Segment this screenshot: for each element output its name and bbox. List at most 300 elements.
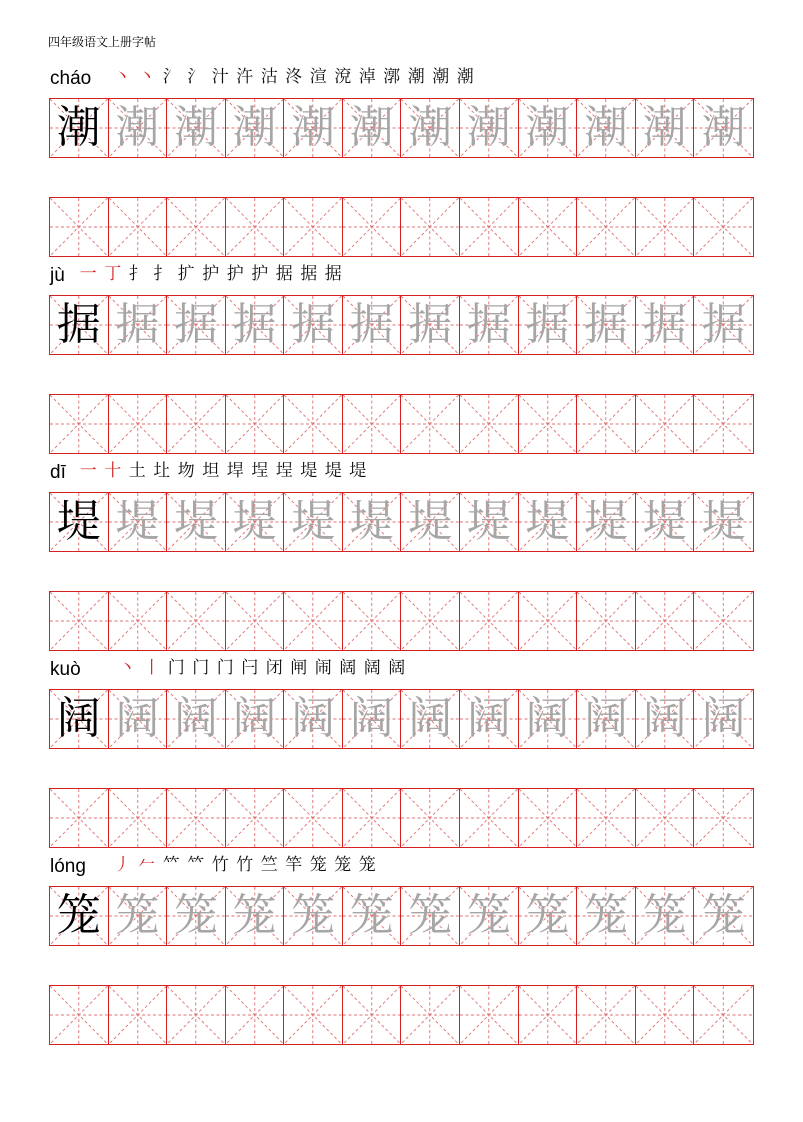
stroke-step: 护 xyxy=(226,264,244,284)
stroke-step: 门 xyxy=(192,658,210,678)
guide-lines xyxy=(50,592,108,650)
guide-lines xyxy=(519,592,577,650)
trace-character: 据 xyxy=(525,299,570,350)
practice-cell xyxy=(226,690,285,748)
trace-character: 阔 xyxy=(525,693,570,744)
practice-cell xyxy=(284,493,343,551)
practice-cell[interactable] xyxy=(694,198,753,256)
trace-character: 堤 xyxy=(642,496,687,547)
pinyin-label: kuò xyxy=(50,659,81,680)
stroke-step: 十 xyxy=(104,461,122,481)
guide-lines xyxy=(167,198,225,256)
stroke-order xyxy=(115,657,409,679)
practice-cell[interactable] xyxy=(577,395,636,453)
stroke-step: 渷 xyxy=(334,67,352,87)
practice-cell xyxy=(519,99,578,157)
stroke-step: 笼 xyxy=(334,855,352,875)
guide-lines xyxy=(50,395,108,453)
stroke-step: 丁 xyxy=(104,264,122,284)
guide-lines xyxy=(284,592,342,650)
guide-lines xyxy=(284,986,342,1044)
trace-row xyxy=(49,295,754,355)
trace-character: 阔 xyxy=(701,693,746,744)
trace-character: 笼 xyxy=(291,890,336,941)
practice-cell[interactable] xyxy=(284,395,343,453)
practice-cell xyxy=(50,99,109,157)
practice-cell xyxy=(343,296,402,354)
trace-character: 笼 xyxy=(349,890,394,941)
stroke-step: 潮 xyxy=(456,67,474,87)
practice-cell xyxy=(343,493,402,551)
trace-character: 潮 xyxy=(525,102,570,153)
stroke-order xyxy=(110,66,478,88)
trace-character: 据 xyxy=(701,299,746,350)
practice-cell[interactable] xyxy=(226,789,285,847)
blank-practice-row xyxy=(49,788,754,848)
stroke-step: 汻 xyxy=(236,67,254,87)
guide-lines xyxy=(636,789,694,847)
practice-cell xyxy=(694,690,753,748)
practice-cell[interactable] xyxy=(636,198,695,256)
guide-lines xyxy=(226,986,284,1044)
practice-cell xyxy=(577,493,636,551)
trace-character: 阔 xyxy=(466,693,511,744)
trace-character: 笼 xyxy=(466,890,511,941)
trace-character: 堤 xyxy=(525,496,570,547)
practice-cell xyxy=(343,887,402,945)
trace-row xyxy=(49,98,754,158)
practice-cell xyxy=(636,296,695,354)
trace-character: 堤 xyxy=(408,496,453,547)
guide-lines xyxy=(226,395,284,453)
practice-cell[interactable] xyxy=(167,198,226,256)
guide-lines xyxy=(460,395,518,453)
guide-lines xyxy=(284,198,342,256)
guide-lines xyxy=(460,789,518,847)
stroke-step: 门 xyxy=(216,658,234,678)
practice-cell xyxy=(460,296,519,354)
practice-cell[interactable] xyxy=(460,592,519,650)
guide-lines xyxy=(226,592,284,650)
practice-cell[interactable] xyxy=(50,592,109,650)
practice-cell[interactable] xyxy=(226,986,285,1044)
practice-cell[interactable] xyxy=(343,592,402,650)
stroke-step: 堤 xyxy=(324,461,342,481)
practice-cell xyxy=(460,493,519,551)
practice-cell[interactable] xyxy=(694,986,753,1044)
practice-cell xyxy=(519,690,578,748)
stroke-step: 淖 xyxy=(358,67,376,87)
practice-cell xyxy=(401,296,460,354)
trace-character: 堤 xyxy=(349,496,394,547)
trace-character: 阔 xyxy=(583,693,628,744)
guide-lines xyxy=(460,592,518,650)
practice-cell[interactable] xyxy=(50,395,109,453)
practice-cell xyxy=(577,99,636,157)
practice-cell xyxy=(519,296,578,354)
practice-cell xyxy=(226,99,285,157)
practice-cell[interactable] xyxy=(226,198,285,256)
trace-character: 笼 xyxy=(173,890,218,941)
practice-cell xyxy=(460,887,519,945)
stroke-step: 丶 xyxy=(138,67,156,87)
guide-lines xyxy=(167,592,225,650)
stroke-step: 护 xyxy=(202,264,220,284)
stroke-step: 阔 xyxy=(339,658,357,678)
stroke-step: 一 xyxy=(79,461,97,481)
trace-row xyxy=(49,689,754,749)
guide-lines xyxy=(636,198,694,256)
practice-cell[interactable] xyxy=(401,592,460,650)
model-character: 笼 xyxy=(56,890,101,941)
stroke-step: 沽 xyxy=(260,67,278,87)
practice-cell xyxy=(694,99,753,157)
trace-character: 潮 xyxy=(583,102,628,153)
stroke-step: 闭 xyxy=(265,658,283,678)
guide-lines xyxy=(577,789,635,847)
practice-cell[interactable] xyxy=(636,592,695,650)
practice-cell xyxy=(460,690,519,748)
practice-cell xyxy=(577,690,636,748)
practice-cell[interactable] xyxy=(343,986,402,1044)
stroke-step: 竺 xyxy=(260,855,278,875)
stroke-step: 扩 xyxy=(177,264,195,284)
trace-character: 潮 xyxy=(466,102,511,153)
guide-lines xyxy=(577,198,635,256)
practice-cell[interactable] xyxy=(577,986,636,1044)
practice-cell xyxy=(109,690,168,748)
trace-character: 阔 xyxy=(115,693,160,744)
page-title: 四年级语文上册字帖 xyxy=(48,35,157,49)
guide-lines xyxy=(50,789,108,847)
trace-character: 潮 xyxy=(115,102,160,153)
trace-character: 阔 xyxy=(291,693,336,744)
stroke-step: 据 xyxy=(275,264,293,284)
stroke-step: 据 xyxy=(300,264,318,284)
guide-lines xyxy=(694,789,753,847)
practice-cell[interactable] xyxy=(519,592,578,650)
practice-cell[interactable] xyxy=(226,395,285,453)
guide-lines xyxy=(167,395,225,453)
guide-lines xyxy=(519,395,577,453)
guide-lines xyxy=(284,789,342,847)
model-character: 堤 xyxy=(56,496,101,547)
practice-cell xyxy=(343,99,402,157)
guide-lines xyxy=(694,592,753,650)
practice-cell xyxy=(50,493,109,551)
trace-character: 笼 xyxy=(232,890,277,941)
practice-cell xyxy=(401,690,460,748)
practice-cell xyxy=(694,493,753,551)
stroke-step: 漷 xyxy=(383,67,401,87)
practice-cell[interactable] xyxy=(284,986,343,1044)
practice-cell xyxy=(694,296,753,354)
stroke-step: 圽 xyxy=(177,461,195,481)
stroke-step: 坦 xyxy=(202,461,220,481)
practice-cell xyxy=(167,690,226,748)
guide-lines xyxy=(343,592,401,650)
practice-cell[interactable] xyxy=(167,789,226,847)
trace-character: 阔 xyxy=(642,693,687,744)
practice-cell[interactable] xyxy=(343,789,402,847)
guide-lines xyxy=(226,789,284,847)
practice-cell xyxy=(50,887,109,945)
practice-cell[interactable] xyxy=(167,592,226,650)
trace-character: 笼 xyxy=(525,890,570,941)
practice-cell[interactable] xyxy=(50,789,109,847)
blank-practice-row xyxy=(49,197,754,257)
guide-lines xyxy=(636,395,694,453)
stroke-step: 阔 xyxy=(388,658,406,678)
stroke-step: 扌 xyxy=(153,264,171,284)
practice-cell xyxy=(50,690,109,748)
practice-cell[interactable] xyxy=(460,198,519,256)
practice-cell xyxy=(167,887,226,945)
practice-cell xyxy=(636,493,695,551)
model-character: 阔 xyxy=(56,693,101,744)
guide-lines xyxy=(109,986,167,1044)
trace-character: 潮 xyxy=(642,102,687,153)
practice-cell xyxy=(50,296,109,354)
trace-character: 堤 xyxy=(583,496,628,547)
trace-row xyxy=(49,886,754,946)
practice-cell[interactable] xyxy=(284,789,343,847)
practice-cell[interactable] xyxy=(636,395,695,453)
trace-character: 堤 xyxy=(232,496,277,547)
guide-lines xyxy=(519,986,577,1044)
guide-lines xyxy=(167,986,225,1044)
trace-character: 据 xyxy=(291,299,336,350)
practice-cell xyxy=(226,493,285,551)
practice-cell xyxy=(284,690,343,748)
practice-cell[interactable] xyxy=(167,986,226,1044)
trace-character: 潮 xyxy=(291,102,336,153)
practice-cell[interactable] xyxy=(226,592,285,650)
stroke-step: 门 xyxy=(167,658,185,678)
stroke-step: 竿 xyxy=(285,855,303,875)
stroke-step: 渲 xyxy=(309,67,327,87)
practice-cell xyxy=(167,99,226,157)
stroke-step: 笼 xyxy=(309,855,327,875)
blank-practice-row xyxy=(49,394,754,454)
practice-cell[interactable] xyxy=(577,198,636,256)
practice-cell[interactable] xyxy=(577,592,636,650)
practice-cell[interactable] xyxy=(519,789,578,847)
practice-cell[interactable] xyxy=(401,789,460,847)
practice-cell xyxy=(577,887,636,945)
trace-character: 据 xyxy=(115,299,160,350)
trace-character: 堤 xyxy=(701,496,746,547)
practice-cell[interactable] xyxy=(519,198,578,256)
practice-cell[interactable] xyxy=(694,789,753,847)
practice-cell xyxy=(636,887,695,945)
pinyin-label: dī xyxy=(50,462,66,483)
practice-cell xyxy=(460,99,519,157)
stroke-step: 扌 xyxy=(128,264,146,284)
practice-cell[interactable] xyxy=(109,198,168,256)
practice-cell xyxy=(284,99,343,157)
pinyin-label: lóng xyxy=(50,856,86,877)
guide-lines xyxy=(109,395,167,453)
practice-cell[interactable] xyxy=(109,592,168,650)
guide-lines xyxy=(636,592,694,650)
trace-character: 笼 xyxy=(408,890,453,941)
trace-character: 潮 xyxy=(349,102,394,153)
trace-character: 堤 xyxy=(291,496,336,547)
trace-character: 潮 xyxy=(232,102,277,153)
trace-character: 据 xyxy=(173,299,218,350)
practice-cell[interactable] xyxy=(460,395,519,453)
stroke-step: 闹 xyxy=(314,658,332,678)
practice-cell xyxy=(401,887,460,945)
practice-cell[interactable] xyxy=(343,198,402,256)
trace-character: 阔 xyxy=(173,693,218,744)
stroke-order xyxy=(76,460,370,482)
trace-character: 笼 xyxy=(115,890,160,941)
trace-character: 阔 xyxy=(408,693,453,744)
practice-cell xyxy=(109,493,168,551)
stroke-step: 丶 xyxy=(118,658,136,678)
practice-cell[interactable] xyxy=(109,395,168,453)
practice-cell xyxy=(401,493,460,551)
guide-lines xyxy=(519,789,577,847)
guide-lines xyxy=(460,198,518,256)
guide-lines xyxy=(694,198,753,256)
practice-cell[interactable] xyxy=(694,592,753,650)
stroke-step: 一 xyxy=(79,264,97,284)
trace-character: 笼 xyxy=(701,890,746,941)
stroke-step: 潮 xyxy=(407,67,425,87)
practice-cell[interactable] xyxy=(519,986,578,1044)
stroke-step: 氵 xyxy=(187,67,205,87)
practice-cell[interactable] xyxy=(636,789,695,847)
guide-lines xyxy=(694,395,753,453)
stroke-order xyxy=(76,263,346,285)
practice-cell[interactable] xyxy=(401,198,460,256)
practice-cell[interactable] xyxy=(401,395,460,453)
guide-lines xyxy=(636,986,694,1044)
practice-cell xyxy=(109,887,168,945)
practice-cell[interactable] xyxy=(284,592,343,650)
stroke-step: 埕 xyxy=(275,461,293,481)
guide-lines xyxy=(284,395,342,453)
trace-character: 潮 xyxy=(701,102,746,153)
guide-lines xyxy=(460,986,518,1044)
guide-lines xyxy=(577,395,635,453)
pinyin-label: jù xyxy=(50,265,65,286)
guide-lines xyxy=(577,592,635,650)
guide-lines xyxy=(401,592,459,650)
stroke-step: 潮 xyxy=(432,67,450,87)
practice-cell[interactable] xyxy=(577,789,636,847)
practice-cell[interactable] xyxy=(109,789,168,847)
trace-character: 据 xyxy=(232,299,277,350)
trace-character: 潮 xyxy=(173,102,218,153)
practice-cell xyxy=(109,99,168,157)
practice-cell[interactable] xyxy=(636,986,695,1044)
practice-cell xyxy=(284,296,343,354)
blank-practice-row xyxy=(49,985,754,1045)
practice-cell xyxy=(577,296,636,354)
guide-lines xyxy=(50,986,108,1044)
trace-character: 据 xyxy=(642,299,687,350)
practice-cell[interactable] xyxy=(460,986,519,1044)
guide-lines xyxy=(343,789,401,847)
practice-cell[interactable] xyxy=(519,395,578,453)
practice-cell xyxy=(694,887,753,945)
guide-lines xyxy=(343,198,401,256)
guide-lines xyxy=(226,198,284,256)
stroke-step: 闩 xyxy=(241,658,259,678)
guide-lines xyxy=(401,198,459,256)
guide-lines xyxy=(343,395,401,453)
guide-lines xyxy=(401,789,459,847)
stroke-step: 护 xyxy=(251,264,269,284)
guide-lines xyxy=(694,986,753,1044)
practice-cell xyxy=(519,887,578,945)
stroke-step: 𥫗 xyxy=(187,855,205,875)
practice-cell xyxy=(109,296,168,354)
practice-cell xyxy=(636,690,695,748)
stroke-order xyxy=(110,854,380,876)
practice-cell[interactable] xyxy=(284,198,343,256)
stroke-step: 据 xyxy=(324,264,342,284)
practice-cell[interactable] xyxy=(109,986,168,1044)
trace-character: 据 xyxy=(466,299,511,350)
guide-lines xyxy=(50,198,108,256)
trace-character: 阔 xyxy=(232,693,277,744)
model-character: 潮 xyxy=(56,102,101,153)
practice-cell[interactable] xyxy=(50,986,109,1044)
stroke-step: 笼 xyxy=(358,855,376,875)
practice-cell xyxy=(401,99,460,157)
practice-cell[interactable] xyxy=(401,986,460,1044)
practice-cell[interactable] xyxy=(694,395,753,453)
practice-cell xyxy=(636,99,695,157)
practice-cell xyxy=(284,887,343,945)
practice-cell[interactable] xyxy=(343,395,402,453)
stroke-step: 圵 xyxy=(153,461,171,481)
practice-cell xyxy=(519,493,578,551)
stroke-step: 𥫗 xyxy=(162,855,180,875)
trace-character: 堤 xyxy=(173,496,218,547)
stroke-step: 𠂉 xyxy=(138,855,156,875)
practice-cell[interactable] xyxy=(167,395,226,453)
practice-cell xyxy=(167,296,226,354)
trace-character: 据 xyxy=(408,299,453,350)
stroke-step: 闸 xyxy=(290,658,308,678)
trace-character: 笼 xyxy=(642,890,687,941)
stroke-step: 垾 xyxy=(226,461,244,481)
blank-practice-row xyxy=(49,591,754,651)
stroke-step: 丶 xyxy=(113,67,131,87)
guide-lines xyxy=(109,592,167,650)
trace-character: 潮 xyxy=(408,102,453,153)
stroke-step: 泈 xyxy=(285,67,303,87)
stroke-step: 氵 xyxy=(162,67,180,87)
stroke-step: 堤 xyxy=(349,461,367,481)
trace-character: 据 xyxy=(583,299,628,350)
trace-character: 笼 xyxy=(583,890,628,941)
practice-cell xyxy=(226,887,285,945)
stroke-step: 汁 xyxy=(211,67,229,87)
guide-lines xyxy=(519,198,577,256)
practice-cell[interactable] xyxy=(460,789,519,847)
trace-character: 堤 xyxy=(466,496,511,547)
model-character: 据 xyxy=(56,299,101,350)
practice-cell[interactable] xyxy=(50,198,109,256)
guide-lines xyxy=(401,986,459,1044)
